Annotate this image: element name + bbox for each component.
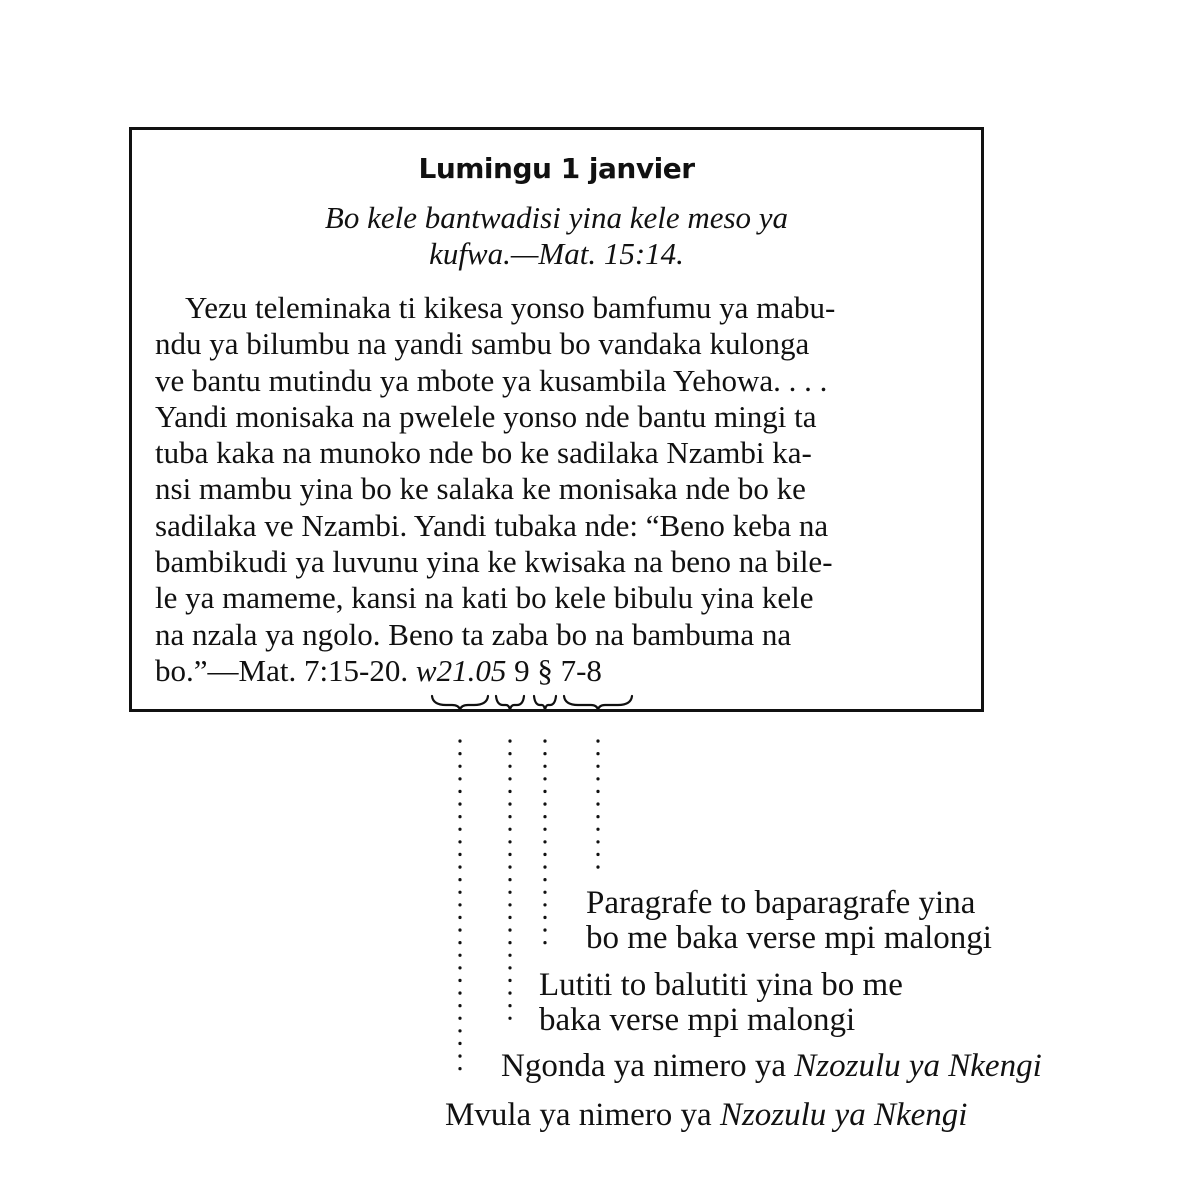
reference-issue: w21.05 [415,652,507,688]
label-page-line-2: baka verse mpi malongi [539,1002,856,1038]
body-line: sadilaka ve Nzambi. Yandi tubaka nde: “Beno keba na [155,507,829,543]
brace-page [534,696,556,710]
theme-verse-line-2: kufwa.—Mat. 15:14. [429,236,684,271]
entry-date: Lumingu 1 janvier [418,152,695,185]
label-page [539,968,903,1038]
body-line: nsi mambu yina bo ke salaka ke monisaka nde bo ke [155,471,806,507]
label-page-line-1: Lutiti to balutiti yina bo me [539,967,903,1003]
scripture-citation: bo.”—Mat. 7:15-20. [155,652,409,688]
label-month-publication: Nzozulu ya Nkengi [794,1048,1042,1084]
label-paragraph [586,886,992,956]
label-paragraph-line-2: bo me baka verse mpi malongi [586,920,992,956]
body-line: na nzala ya ngolo. Beno ta zaba bo na bambuma na [155,616,792,652]
brace-issue-month [496,696,524,710]
body-line: Yezu teleminaka ti kikesa yonso bamfumu ya mabu- [185,290,836,325]
label-month [501,1049,1042,1084]
label-paragraph-line-1: Paragrafe to baparagrafe yina [586,885,976,921]
label-year-publication: Nzozulu ya Nkengi [719,1097,968,1133]
reference-page: 9 [514,652,530,688]
label-year [445,1098,967,1133]
brace-issue-year [432,696,488,710]
body-line: ve bantu mutindu ya mbote ya kusambila Yehowa. . . . [155,362,828,398]
theme-verse-line-1: Bo kele bantwadisi yina kele meso ya [324,200,789,235]
body-line: bambikudi ya luvunu yina ke kwisaka na beno na bile- [155,544,833,580]
reference-paragraph: § 7-8 [537,652,602,688]
body-line: le ya mameme, kansi na kati bo kele bibulu yina kele [155,580,814,616]
label-month-text: Ngonda ya nimero ya [501,1048,795,1084]
body-line: Yandi monisaka na pwelele yonso nde bantu mingi ta [155,398,817,434]
body-line: ndu ya bilumbu na yandi sambu bo vandaka kulonga [155,326,810,362]
brace-paragraph [564,696,632,710]
label-year-text: Mvula ya nimero ya [445,1097,720,1133]
body-line: tuba kaka na munoko nde bo ke sadilaka Nzambi ka- [155,435,812,471]
